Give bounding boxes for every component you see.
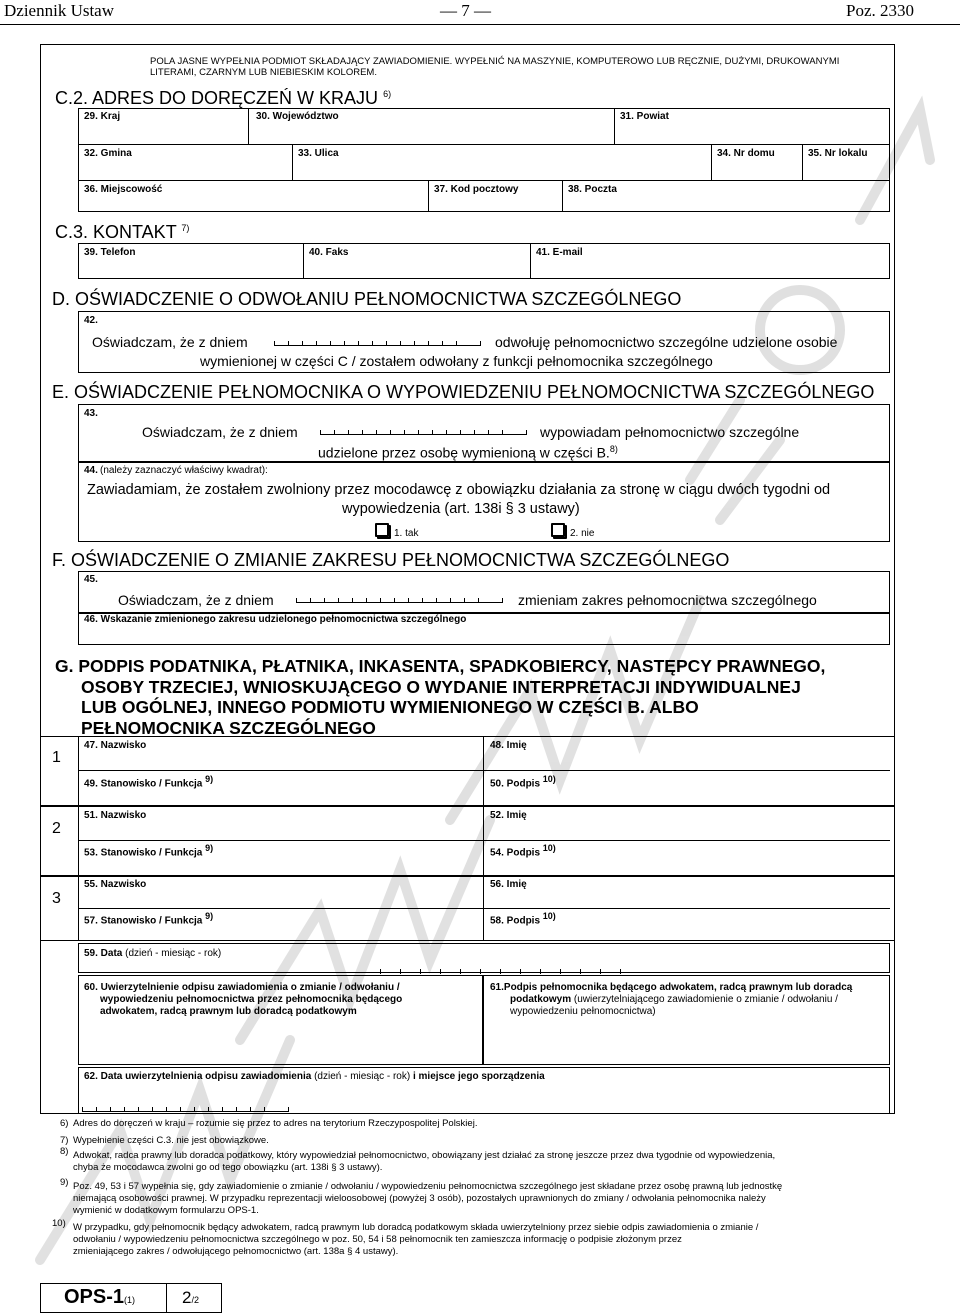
signatory-2 [40,806,895,876]
field-62-label-text: 62. Data uwierzytelnienia odpisu zawiadomienia [84,1071,312,1082]
f-statement-start: Oświadczam, że z dniem [118,592,274,608]
divider [530,243,531,279]
page-header [0,0,960,24]
section-g-title-line1: G. PODPIS PODATNIKA, PŁATNIKA, INKASENTA, SPADKOBIERCY, NASTĘPCY PRAWNEGO, [55,656,826,676]
form-page-total: /2 [191,1295,199,1305]
footnote-ref-6: 6) [383,89,392,99]
field-30-voivodeship[interactable]: 30. Województwo [256,111,339,122]
section-d-title: D. OŚWIADCZENIE O ODWOŁANIU PEŁNOMOCNICTWA SZCZEGÓLNEGO [52,289,682,309]
field-62-label [84,1071,545,1082]
field-61-label-line3: wypowiedzeniu pełnomocnictwa) [510,1006,656,1017]
page-number: — 7 — [440,1,491,20]
footnote-ref-7: 7) [181,223,190,233]
field-50-signature-text: 50. Podpis [490,778,541,790]
field-61-label-line2-bold: podatkowym [510,994,572,1005]
divider [78,736,79,941]
e-statement-line2 [318,444,618,461]
divider [614,108,615,144]
field-60-label-line1: 60. Uwierzytelnienie odpisu zawiadomienia o zmianie / odwołaniu / [84,982,400,993]
field-55-surname[interactable]: 55. Nazwisko [84,879,147,890]
d-statement-end: odwołuję pełnomocnictwo szczególne udzielone osobie [495,334,838,350]
footnote-ref-10: 10) [542,774,556,784]
field-46-label: 46. Wskazanie zmienionego zakresu udzielonego pełnomocnictwa szczególnego [84,614,467,625]
footnote-mark: 10) [52,1218,66,1229]
section-g-title-line2: OSOBY TRZECIEJ, WNIOSKUJĄCEGO O WYDANIE INTERPRETACJI INDYWIDUALNEJ [81,676,801,697]
field-50-signature[interactable] [490,774,556,789]
footnote-ref-10: 10) [542,843,556,853]
divider [166,1283,167,1313]
footnote-text: niemającą osobowości prawnej. W przypadku reprezentacji wieloosobowej (powyżej 3 osób), pozostałych uprawnionych do zmiany / odwołania pełnomocnika należy [73,1193,766,1204]
field-60-label-line2: wypowiedzeniu pełnomocnictwa przez pełnomocnika będącego [100,994,403,1005]
field-51-surname[interactable]: 51. Nazwisko [84,810,147,821]
footnote-ref-9: 9) [205,843,214,853]
divider [711,144,712,180]
option-no-label: 2. nie [570,528,595,539]
field-57-position[interactable] [84,911,213,926]
signatory-1-number: 1 [52,749,61,766]
field-52-first-name[interactable]: 52. Imię [490,810,527,821]
footnote-text: Adwokat, radca prawny lub doradca podatkowy, który wypowiedział pełnomocnictwo, obowiązany jest działać za stronę jeszcze przez dwa tygodnie od wypowiedzenia, [73,1150,776,1161]
divider [802,144,803,180]
e-statement-line2-text: udzielone przez osobę wymienioną w części B. [318,444,610,461]
e-statement-end: wypowiadam pełnomocnictwo szczególne [540,424,800,440]
section-g-title [55,656,825,738]
footnote-text: Adres do doręczeń w kraju – rozumie się przez to adres na terytorium Rzeczypospolitej Polskiej. [73,1118,478,1129]
field-44-note: (należy zaznaczyć właściwy kwadrat): [100,465,268,476]
divider [78,770,890,771]
section-f-title: F. OŚWIADCZENIE O ZMIANIE ZAKRESU PEŁNOMOCNICTWA SZCZEGÓLNEGO [52,550,730,570]
section-g-title-line3: LUB OGÓLNEJ, INNEGO PODMIOTU WYMIENIONEGO W CZĘŚCI B. ALBO [81,697,699,717]
form-id-name: OPS-1 [64,1286,125,1308]
field-59-label [84,948,221,959]
footnote-text: Poz. 49, 53 i 57 wypełnia się, gdy zawiadomienie o zmianie / odwołaniu / wypowiedzeniu pełnomocnictwa szczególnego jest składane przez osobę prawną lub jednostkę [73,1181,783,1192]
footnote-ref-9: 9) [205,911,214,921]
position-number: Poz. 2330 [846,1,914,20]
field-58-signature-text: 58. Podpis [490,915,541,927]
f-date-field[interactable] [296,595,502,603]
section-c2-title [55,88,391,109]
checkbox-yes[interactable] [375,523,389,537]
divider [78,144,890,145]
form-page-number: 2 [182,1288,192,1307]
address-block [78,108,890,212]
field-53-position[interactable] [84,843,213,858]
field-34-house-number[interactable]: 34. Nr domu [717,148,775,159]
field-48-first-name[interactable]: 48. Imię [490,740,527,751]
form-id [64,1286,135,1309]
section-c3-title-text: C.3. KONTAKT [55,222,177,242]
field-62-label-place: i miejsce jego sporządzenia [410,1071,545,1082]
field-38-post-office[interactable]: 38. Poczta [568,184,617,195]
field-61-label-line2: (uwierzytelniającego zawiadomienie o zmianie / odwołaniu / [571,994,838,1005]
field-37-postal-code[interactable]: 37. Kod pocztowy [434,184,519,195]
field-43-label: 43. [84,408,98,419]
field-62-date-field[interactable] [82,1104,288,1112]
field-62-label-hint: (dzień - miesiąc - rok) [311,1071,411,1082]
signatory-2-number: 2 [52,820,61,837]
field-59-label-text: 59. Data [84,948,123,959]
field-31-district[interactable]: 31. Powiat [620,111,669,122]
divider [248,108,249,144]
section-c2-title-text: C.2. ADRES DO DORĘCZEŃ W KRAJU [55,88,379,108]
journal-name: Dziennik Ustaw [4,1,115,20]
field-40-fax[interactable]: 40. Faks [309,247,349,258]
footnote-text: W przypadku, gdy pełnomocnik będący adwokatem, radcą prawnym lub doradcą podatkowym składa uwierzytelniony przez siebie odpis zawiadomienia o zmianie / [73,1222,759,1233]
field-49-position[interactable] [84,774,213,789]
footnote-text: wymienić w dodatkowym formularzu OPS-1. [73,1205,259,1216]
divider [562,180,563,212]
divider [428,180,429,212]
field-57-position-text: 57. Stanowisko / Funkcja [84,915,203,927]
e-notice-line2: wypowiedzenia (art. 138i § 3 ustawy) [342,501,580,517]
footnote-ref-8: 8) [609,444,618,454]
d-date-field[interactable] [274,338,480,346]
header-rule [0,24,960,25]
e-notice-line1: Zawiadamiam, że zostałem zwolniony przez mocodawcę z obowiązku działania za stronę w ciągu dwóch tygodni od [87,482,831,498]
footnote-mark: 6) [60,1118,69,1129]
footnote-text: zmieniającego zakres / odwołującego pełnomocnictwo (art. 138a § 4 ustawy). [73,1246,399,1257]
field-61-label-line1: 61.Podpis pełnomocnika będącego adwokatem, radcą prawnym lub doradcą [490,982,853,993]
divider [78,840,890,841]
field-39-phone[interactable]: 39. Telefon [84,247,136,258]
section-e-title: E. OŚWIADCZENIE PEŁNOMOCNIKA O WYPOWIEDZENIU PEŁNOMOCNICTWA SZCZEGÓLNEGO [52,382,875,402]
instruction-text: POLA JASNE WYPEŁNIA PODMIOT SKŁADAJĄCY ZAWIADOMIENIE. WYPEŁNIĆ NA MASZYNIE, KOMPUTEROWO LUB RĘCZNIE, DUŻYMI, DRUKOWANYMI LITERAMI, CZARNYM LUB NIEBIESKIM KOLOREM. [150,56,840,78]
e-date-field[interactable] [320,427,526,435]
form-page [182,1288,199,1308]
footnote-mark: 9) [60,1177,69,1188]
field-53-position-text: 53. Stanowisko / Funkcja [84,847,203,859]
field-47-surname[interactable]: 47. Nazwisko [84,740,147,751]
divider [292,144,293,180]
divider [483,736,484,941]
field-54-signature[interactable] [490,843,556,858]
f-statement-end: zmieniam zakres pełnomocnictwa szczególnego [518,592,817,608]
field-56-first-name[interactable]: 56. Imię [490,879,527,890]
footnote-ref-10: 10) [542,911,556,921]
field-58-signature[interactable] [490,911,556,926]
field-60-label [84,982,402,1018]
divider [303,243,304,279]
field-61-label [490,982,852,1018]
footnote-ref-9: 9) [205,774,214,784]
field-35-apartment-number[interactable]: 35. Nr lokalu [808,148,868,159]
field-33-street[interactable]: 33. Ulica [298,148,339,159]
signatory-3-number: 3 [52,890,61,907]
field-59-date-ticks [380,966,630,974]
field-45-label: 45. [84,574,98,585]
section-g-title-line4: PEŁNOMOCNIKA SZCZEGÓLNEGO [81,717,376,738]
field-29-country[interactable]: 29. Kraj [84,111,121,122]
checkbox-no[interactable] [551,523,565,537]
field-41-email[interactable]: 41. E-mail [536,247,583,258]
field-32-commune[interactable]: 32. Gmina [84,148,132,159]
footnote-mark: 7) [60,1135,69,1146]
divider [78,180,890,181]
contact-block [78,243,890,279]
e-statement-start: Oświadczam, że z dniem [142,424,298,440]
field-36-city[interactable]: 36. Miejscowość [84,184,163,195]
field-54-signature-text: 54. Podpis [490,847,541,859]
footnote-text: Wypełnienie części C.3. nie jest obowiązkowe. [73,1135,269,1146]
footnote-text: chyba że mocodawca zwolni go od tego obowiązku (art. 138i § 3 ustawy). [73,1162,383,1173]
field-59-label-hint: (dzień - miesiąc - rok) [122,948,222,959]
form-id-version: (1) [124,1295,136,1305]
footnote-text: odwołaniu / wypowiedzeniu pełnomocnictwa szczególnego w poz. 50, 54 i 58 pełnomocnik ten zamieszcza informację o podpisie złożonym przez [73,1234,682,1245]
signatory-1 [40,736,895,806]
field-49-position-text: 49. Stanowisko / Funkcja [84,778,203,790]
d-statement-line2: wymienionej w części C / zostałem odwołany z funkcji pełnomocnika szczególnego [200,353,713,369]
section-c3-title [55,222,189,243]
d-statement-start: Oświadczam, że z dniem [92,334,248,350]
divider [78,908,890,909]
field-42-label: 42. [84,315,98,326]
field-44-label: 44. [84,465,98,476]
option-yes-label: 1. tak [394,528,419,539]
footnote-mark: 8) [60,1146,69,1157]
field-60-label-line3: adwokatem, radcą prawnym lub doradcą podatkowym [100,1006,357,1017]
